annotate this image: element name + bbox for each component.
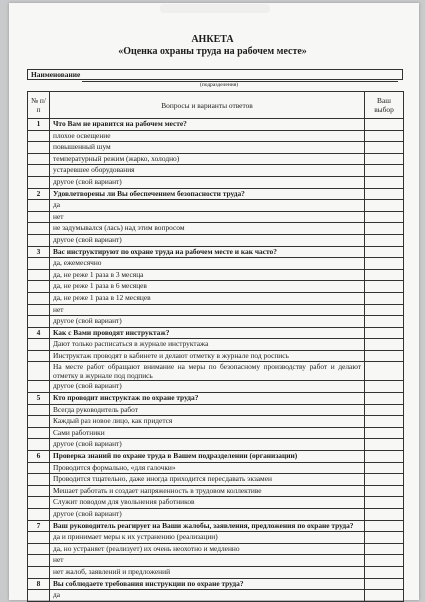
question-text: Удовлетворены ли Вы обеспечением безопасности труда? — [50, 188, 365, 200]
answer-choice-cell[interactable] — [365, 566, 404, 578]
option-text: Мешает работать и создает напряженность в трудовом коллективе — [50, 485, 365, 497]
document-title: АНКЕТА — [191, 34, 234, 45]
option-text: Дают только расписаться в журнале инструктажа — [50, 339, 365, 351]
option-text: другое (свой вариант) — [50, 234, 365, 246]
option-number-cell — [28, 543, 50, 555]
option-row — [28, 532, 404, 544]
option-text: да, но устраняет (реализует) их очень неохотно и медленно — [50, 543, 365, 555]
option-number-cell — [28, 532, 50, 544]
answer-cell — [365, 246, 404, 258]
answer-choice-cell[interactable] — [365, 350, 404, 362]
option-number-cell — [28, 566, 50, 578]
option-text: да — [50, 590, 365, 602]
column-header-number: № п/п — [28, 92, 50, 119]
answer-choice-cell[interactable] — [365, 381, 404, 393]
answer-cell — [365, 327, 404, 339]
option-row — [28, 176, 404, 188]
option-row — [28, 269, 404, 281]
answer-cell — [365, 188, 404, 200]
option-number-cell — [28, 439, 50, 451]
option-number-cell — [28, 153, 50, 165]
option-text: другое (свой вариант) — [50, 439, 365, 451]
question-text: Ваш руководитель реагирует на Ваши жалобы, заявления, предложения по охране труда? — [50, 520, 365, 532]
question-text: Как с Вами проводят инструктаж? — [50, 327, 365, 339]
option-number-cell — [28, 497, 50, 509]
answer-choice-cell[interactable] — [365, 416, 404, 428]
answer-choice-cell[interactable] — [365, 304, 404, 316]
name-field-note: (подразделения) — [200, 82, 239, 88]
option-text: Сами работники — [50, 427, 365, 439]
option-row — [28, 485, 404, 497]
answer-cell — [365, 520, 404, 532]
option-text: плохое освещение — [50, 130, 365, 142]
option-text: температурный режим (жарко, холодно) — [50, 153, 365, 165]
option-number-cell — [28, 200, 50, 212]
question-row — [28, 188, 404, 200]
option-number-cell — [28, 142, 50, 154]
column-header-question: Вопросы и варианты ответов — [50, 92, 365, 119]
answer-choice-cell[interactable] — [365, 474, 404, 486]
option-text: да — [50, 200, 365, 212]
option-row — [28, 211, 404, 223]
option-text: да, ежемесячно — [50, 258, 365, 270]
option-row — [28, 223, 404, 235]
option-row — [28, 130, 404, 142]
option-row — [28, 339, 404, 351]
table-header-row — [28, 92, 404, 119]
answer-cell — [365, 451, 404, 463]
column-header-answer: Ваш выбор — [365, 92, 404, 119]
option-number-cell — [28, 292, 50, 304]
option-row — [28, 362, 404, 381]
option-text: Инструктаж проводят в кабинете и делают отметку в журнале под роспись — [50, 350, 365, 362]
option-row — [28, 497, 404, 509]
option-text: нет — [50, 304, 365, 316]
option-row — [28, 153, 404, 165]
option-text: Всегда руководитель работ — [50, 404, 365, 416]
option-number-cell — [28, 427, 50, 439]
option-row — [28, 566, 404, 578]
answer-choice-cell[interactable] — [365, 153, 404, 165]
answer-choice-cell[interactable] — [365, 555, 404, 567]
question-row — [28, 451, 404, 463]
question-row — [28, 393, 404, 405]
answer-choice-cell[interactable] — [365, 462, 404, 474]
answer-choice-cell[interactable] — [365, 543, 404, 555]
question-row — [28, 520, 404, 532]
option-text: нет — [50, 211, 365, 223]
option-number-cell — [28, 462, 50, 474]
answer-choice-cell[interactable] — [365, 509, 404, 521]
answer-choice-cell[interactable] — [365, 316, 404, 328]
option-text: На месте работ обращают внимание на меры по безопасному производству работ и делают отметку в журнале под подпись — [50, 362, 365, 381]
survey-table — [27, 91, 404, 602]
option-number-cell — [28, 555, 50, 567]
question-row — [28, 246, 404, 258]
question-number: 2 — [28, 188, 50, 200]
option-number-cell — [28, 269, 50, 281]
option-text: другое (свой вариант) — [50, 509, 365, 521]
option-row — [28, 200, 404, 212]
option-number-cell — [28, 509, 50, 521]
option-row — [28, 416, 404, 428]
option-row — [28, 304, 404, 316]
option-text: да и принимает меры к их устранению (реализации) — [50, 532, 365, 544]
option-row — [28, 474, 404, 486]
answer-choice-cell[interactable] — [365, 497, 404, 509]
option-text: устаревшее оборудования — [50, 165, 365, 177]
option-row — [28, 316, 404, 328]
option-number-cell — [28, 234, 50, 246]
question-text: Проверка знаний по охране труда в Вашем подразделении (организации) — [50, 451, 365, 463]
option-row — [28, 142, 404, 154]
option-number-cell — [28, 416, 50, 428]
answer-choice-cell[interactable] — [365, 142, 404, 154]
answer-choice-cell[interactable] — [365, 130, 404, 142]
question-row — [28, 119, 404, 131]
answer-choice-cell[interactable] — [365, 339, 404, 351]
option-number-cell — [28, 485, 50, 497]
option-row — [28, 439, 404, 451]
option-number-cell — [28, 362, 50, 381]
option-number-cell — [28, 223, 50, 235]
option-number-cell — [28, 316, 50, 328]
answer-choice-cell[interactable] — [365, 427, 404, 439]
option-number-cell — [28, 350, 50, 362]
answer-cell — [365, 119, 404, 131]
question-row — [28, 327, 404, 339]
option-row — [28, 462, 404, 474]
option-text: да, не реже 1 раза в 12 месяцев — [50, 292, 365, 304]
answer-choice-cell[interactable] — [365, 223, 404, 235]
question-number: 7 — [28, 520, 50, 532]
answer-choice-cell[interactable] — [365, 200, 404, 212]
option-number-cell — [28, 304, 50, 316]
option-row — [28, 281, 404, 293]
question-text: Что Вам не нравится на рабочем месте? — [50, 119, 365, 131]
option-row — [28, 404, 404, 416]
option-text: Проводится формально, «для галочки» — [50, 462, 365, 474]
answer-choice-cell[interactable] — [365, 292, 404, 304]
option-row — [28, 234, 404, 246]
answer-cell — [365, 393, 404, 405]
answer-choice-cell[interactable] — [365, 362, 404, 381]
option-number-cell — [28, 474, 50, 486]
option-text: нет — [50, 555, 365, 567]
answer-choice-cell[interactable] — [365, 485, 404, 497]
question-number: 1 — [28, 119, 50, 131]
question-row — [28, 578, 404, 590]
question-number: 3 — [28, 246, 50, 258]
question-number: 8 — [28, 578, 50, 590]
question-number: 6 — [28, 451, 50, 463]
question-number: 5 — [28, 393, 50, 405]
option-row — [28, 350, 404, 362]
option-number-cell — [28, 258, 50, 270]
answer-choice-cell[interactable] — [365, 281, 404, 293]
option-number-cell — [28, 381, 50, 393]
option-number-cell — [28, 130, 50, 142]
name-field-line — [82, 81, 398, 82]
answer-choice-cell[interactable] — [365, 404, 404, 416]
option-number-cell — [28, 339, 50, 351]
option-row — [28, 258, 404, 270]
option-row — [28, 543, 404, 555]
option-row — [28, 555, 404, 567]
option-number-cell — [28, 404, 50, 416]
option-number-cell — [28, 176, 50, 188]
option-text: Каждый раз новое лицо, как придется — [50, 416, 365, 428]
option-row — [28, 292, 404, 304]
option-text: другое (свой вариант) — [50, 316, 365, 328]
name-field-label: Наименование — [31, 70, 81, 79]
question-text: Вас инструктируют по охране труда на рабочем месте и как часто? — [50, 246, 365, 258]
option-row — [28, 165, 404, 177]
option-number-cell — [28, 165, 50, 177]
answer-cell — [365, 578, 404, 590]
watermark-stamp — [160, 4, 270, 13]
option-row — [28, 381, 404, 393]
answer-choice-cell[interactable] — [365, 439, 404, 451]
answer-choice-cell[interactable] — [365, 532, 404, 544]
option-number-cell — [28, 281, 50, 293]
option-text: другое (свой вариант) — [50, 381, 365, 393]
answer-choice-cell[interactable] — [365, 211, 404, 223]
question-number: 4 — [28, 327, 50, 339]
document-subtitle: «Оценка охраны труда на рабочем месте» — [118, 46, 307, 57]
option-number-cell — [28, 211, 50, 223]
name-field[interactable] — [27, 69, 403, 80]
option-text: да, не реже 1 раза в 3 месяца — [50, 269, 365, 281]
option-row — [28, 509, 404, 521]
option-text: Служит поводом для увольнения работников — [50, 497, 365, 509]
question-text: Кто проводит инструктаж по охране труда? — [50, 393, 365, 405]
answer-choice-cell[interactable] — [365, 269, 404, 281]
question-text: Вы соблюдаете требования инструкции по охране труда? — [50, 578, 365, 590]
option-text: нет жалоб, заявлений и предложений — [50, 566, 365, 578]
option-text: не задумывался (лась) над этим вопросом — [50, 223, 365, 235]
option-text: да, не реже 1 раза в 6 месяцев — [50, 281, 365, 293]
option-text: другое (свой вариант) — [50, 176, 365, 188]
survey-body — [28, 119, 404, 602]
option-text: повышенный шум — [50, 142, 365, 154]
answer-choice-cell[interactable] — [365, 234, 404, 246]
answer-choice-cell[interactable] — [365, 176, 404, 188]
answer-choice-cell[interactable] — [365, 258, 404, 270]
option-text: Проводится тщательно, даже иногда приходится пересдавать экзамен — [50, 474, 365, 486]
answer-choice-cell[interactable] — [365, 165, 404, 177]
option-row — [28, 427, 404, 439]
